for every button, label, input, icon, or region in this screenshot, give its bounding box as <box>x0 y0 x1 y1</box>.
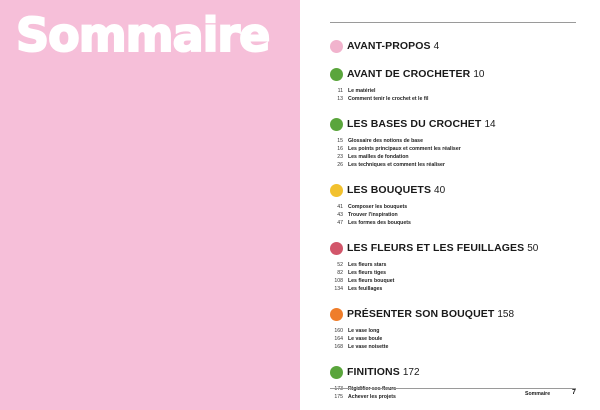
toc-section <box>330 306 580 351</box>
toc-entry-page: 173 <box>334 386 343 392</box>
toc-entry-list <box>330 261 580 293</box>
toc-entry-title: Les techniques et comment les réaliser <box>348 162 445 168</box>
toc-entry[interactable] <box>330 95 580 103</box>
toc-entry-title: Les fleurs stars <box>348 262 387 268</box>
toc-entry-page: 26 <box>337 162 343 168</box>
toc-entry-title: Les mailles de fondation <box>348 154 409 160</box>
toc-entry-page: 134 <box>334 286 343 292</box>
toc-entry-page: 15 <box>337 138 343 144</box>
toc-entry-page: 23 <box>337 154 343 160</box>
toc-entry[interactable] <box>330 137 580 145</box>
footer-page-number: 7 <box>572 389 576 396</box>
toc-section-page: 158 <box>497 308 515 320</box>
toc-entry[interactable] <box>330 327 580 335</box>
toc-entry[interactable] <box>330 219 580 227</box>
section-dot-icon <box>330 242 343 255</box>
toc-entry-title: Comment tenir le crochet et le fil <box>348 96 429 102</box>
toc-section <box>330 66 580 103</box>
toc-entry-title: Glossaire des notions de base <box>348 138 423 144</box>
toc-entry[interactable] <box>330 87 580 95</box>
toc-entry-page: 11 <box>337 88 343 94</box>
toc-section-page: 4 <box>433 40 440 52</box>
toc-section <box>330 182 580 227</box>
toc-entry[interactable] <box>330 161 580 169</box>
toc-section <box>330 38 580 54</box>
toc-section-page: 10 <box>473 68 485 80</box>
toc-entry[interactable] <box>330 211 580 219</box>
toc-entry[interactable] <box>330 285 580 293</box>
toc-section <box>330 240 580 293</box>
section-dot-icon <box>330 308 343 321</box>
toc-section-heading[interactable] <box>330 38 580 54</box>
toc-entry-list <box>330 137 580 169</box>
toc-entry-title: Le vase boule <box>348 336 383 342</box>
toc-entry[interactable] <box>330 277 580 285</box>
toc-entry[interactable] <box>330 203 580 211</box>
toc-entry[interactable] <box>330 343 580 351</box>
toc-entry-page: 47 <box>337 220 343 226</box>
toc-entry-title: Le vase noisette <box>348 344 389 350</box>
toc-section-page: 50 <box>527 242 539 254</box>
toc-entry-page: 13 <box>337 96 343 102</box>
toc-entry[interactable] <box>330 335 580 343</box>
toc-entry-page: 43 <box>337 212 343 218</box>
toc-entry-page: 41 <box>337 204 343 210</box>
toc-entry-page: 82 <box>337 270 343 276</box>
toc-section-heading[interactable] <box>330 182 580 198</box>
toc-section-title: LES BOUQUETS <box>347 184 432 196</box>
section-dot-icon <box>330 184 343 197</box>
toc-section-title: AVANT-PROPOS <box>347 40 431 52</box>
toc-entry[interactable] <box>330 269 580 277</box>
toc-entry[interactable] <box>330 261 580 269</box>
toc-entry-title: Les formes des bouquets <box>348 220 411 226</box>
toc-section-title: LES BASES DU CROCHET <box>347 118 482 130</box>
toc-section-title: LES FLEURS ET LES FEUILLAGES <box>347 242 525 254</box>
toc-section-heading[interactable] <box>330 240 580 256</box>
toc-entry-page: 108 <box>334 278 343 284</box>
toc-entry-title: Les feuillages <box>348 286 383 292</box>
toc-section-page: 40 <box>434 184 446 196</box>
toc-entry-list <box>330 203 580 227</box>
toc-entry-title: Trouver l'inspiration <box>348 212 398 218</box>
toc-section-page: 14 <box>484 118 496 130</box>
toc-section-heading[interactable] <box>330 66 580 82</box>
toc-entry-title: Achever les projets <box>348 394 396 400</box>
toc-entry-page: 175 <box>334 394 343 400</box>
toc-entry[interactable] <box>330 153 580 161</box>
toc-section-heading[interactable] <box>330 116 580 132</box>
toc-entry-title: Le matériel <box>348 88 376 94</box>
toc-entry-title: Rigidifier ses fleurs <box>348 386 397 392</box>
toc-section-title: FINITIONS <box>347 366 400 378</box>
bottom-divider <box>330 388 576 389</box>
toc-entry-list <box>330 87 580 103</box>
toc-entry-list <box>330 327 580 351</box>
section-dot-icon <box>330 40 343 53</box>
toc-section <box>330 116 580 169</box>
toc-entry-page: 160 <box>334 328 343 334</box>
toc-section-heading[interactable] <box>330 306 580 322</box>
toc-entry-page: 164 <box>334 336 343 342</box>
toc-section-title: PRÉSENTER SON BOUQUET <box>347 308 495 320</box>
toc-entry-title: Les fleurs bouquet <box>348 278 395 284</box>
toc-entry-title: Le vase long <box>348 328 380 334</box>
section-dot-icon <box>330 118 343 131</box>
table-of-contents <box>330 38 580 401</box>
section-dot-icon <box>330 68 343 81</box>
toc-entry-title: Composer les bouquets <box>348 204 408 210</box>
toc-entry-title: Les points principaux et comment les réaliser <box>348 146 461 152</box>
top-divider <box>330 22 576 23</box>
section-dot-icon <box>330 366 343 379</box>
toc-section-heading[interactable] <box>330 364 580 380</box>
page-title: Sommaire <box>16 8 270 62</box>
footer-label: Sommaire <box>525 391 551 397</box>
toc-entry-title: Les fleurs tiges <box>348 270 387 276</box>
toc-entry-page: 52 <box>337 262 343 268</box>
toc-section-title: AVANT DE CROCHETER <box>347 68 471 80</box>
toc-entry[interactable] <box>330 145 580 153</box>
toc-section-page: 172 <box>402 366 420 378</box>
toc-entry-page: 168 <box>334 344 343 350</box>
toc-entry-page: 16 <box>337 146 343 152</box>
